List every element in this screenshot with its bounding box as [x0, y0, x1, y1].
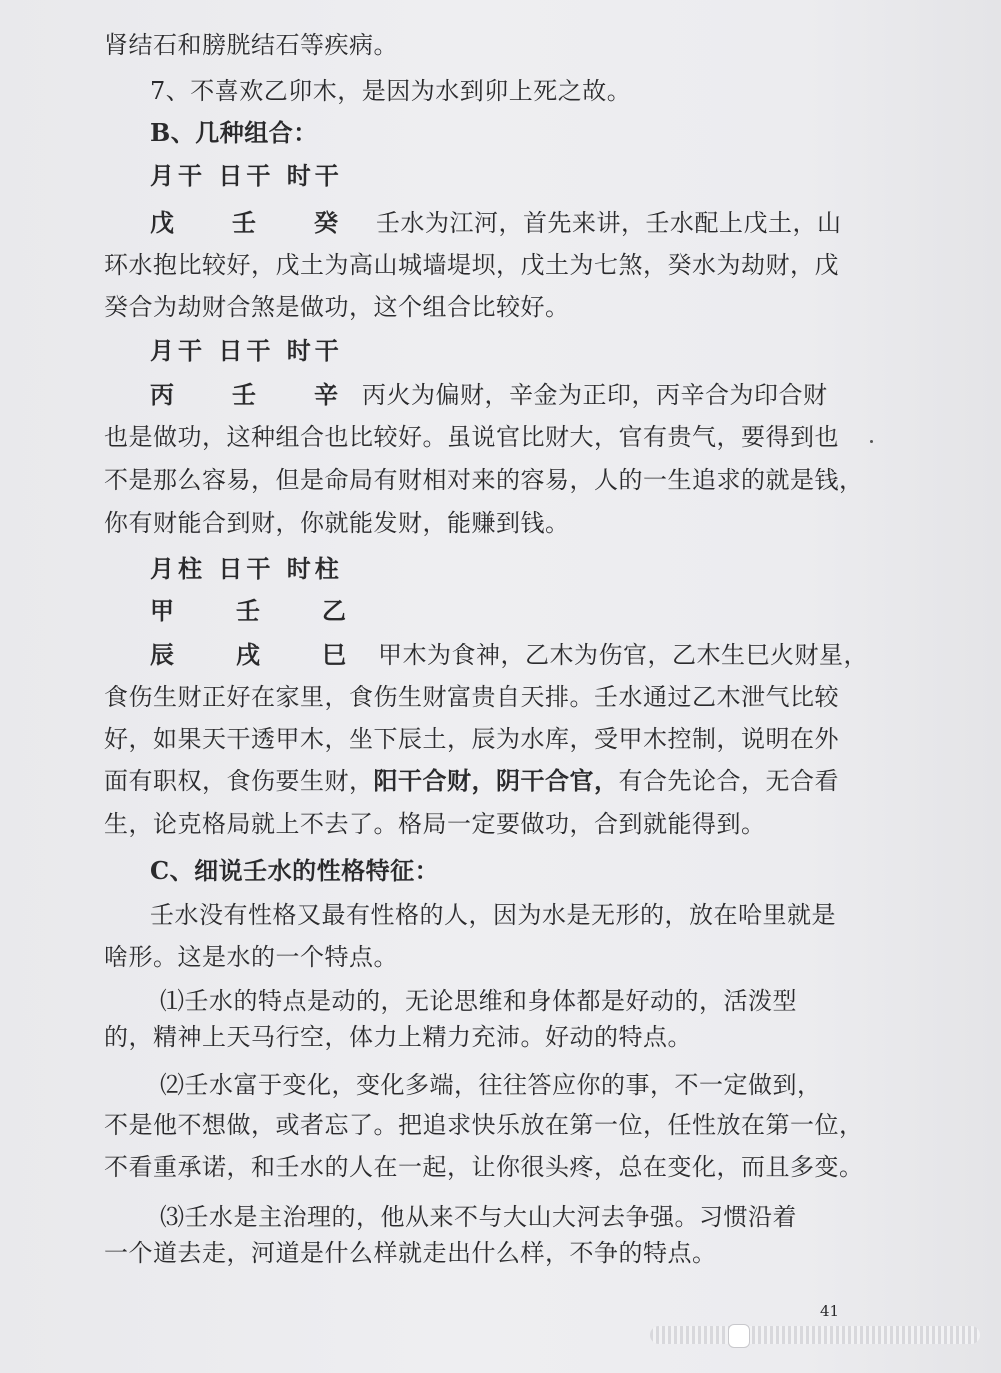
ganzhi-char: 巳: [322, 640, 347, 669]
text-line: [104, 764, 864, 798]
text-line: 食伤生财正好在家里，食伤生财富贵自天排。壬水通过乙木泄气比较: [104, 683, 839, 711]
section-heading-b: B、几种组合：: [150, 118, 318, 147]
text-run: 壬水为江河，首先来讲，壬水配上戊土，山: [376, 209, 842, 237]
text-line: 不是他不想做，或者忘了。把追求快乐放在第一位，任性放在第一位，: [104, 1111, 864, 1139]
combo-row: [150, 378, 910, 412]
text-line: 肾结石和膀胱结石等疾病。: [104, 31, 398, 59]
column-header: 月干 日干 时干: [150, 336, 343, 365]
text-run: 丙火为偏财，辛金为正印，丙辛合为印合财: [362, 381, 828, 409]
text-line: ⑵壬水富于变化，变化多端，往往答应你的事，不一定做到，: [160, 1071, 822, 1099]
text-line: ⑶壬水是主治理的，他从来不与大山大河去争强。习惯沿着: [160, 1203, 797, 1231]
text-line: 癸合为劫财合煞是做功，这个组合比较好。: [104, 293, 570, 321]
text-run: 有合先论合，无合看: [618, 767, 839, 795]
text-run: 面有职权，食伤要生财，: [104, 767, 374, 795]
ganzhi-char: 戊: [150, 208, 175, 237]
column-header: 月柱 日干 时柱: [150, 554, 343, 583]
ganzhi-char: 乙: [322, 596, 347, 625]
section-heading-c: C、细说壬水的性格特征：: [150, 856, 440, 885]
ganzhi-char: 戌: [236, 640, 261, 669]
emphasis-text: 阳干合财，阴干合官，: [373, 766, 619, 795]
page-number: 41: [820, 1302, 840, 1320]
text-line: ⑴壬水的特点是动的，无论思维和身体都是好动的，活泼型: [160, 987, 797, 1015]
ganzhi-group: [150, 206, 376, 240]
ganzhi-char: 辛: [314, 380, 339, 409]
text-line: 也是做功，这种组合也比较好。虽说官比财大，官有贵气，要得到也: [104, 423, 839, 451]
text-line: 壬水没有性格又最有性格的人，因为水是无形的，放在哈里就是: [150, 901, 836, 929]
text-line: 环水抱比较好，戊土为高山城墙堤坝，戊土为七煞，癸水为劫财，戊: [104, 251, 839, 279]
text-line: 不是那么容易，但是命局有财相对来的容易，人的一生追求的就是钱，: [104, 466, 864, 494]
text-line: 生，论克格局就上不去了。格局一定要做功，合到就能得到。: [104, 810, 766, 838]
ganzhi-char: 壬: [232, 208, 257, 237]
text-line: 的，精神上天马行空，体力上精力充沛。好动的特点。: [104, 1023, 692, 1051]
speck: [870, 440, 873, 443]
ganzhi-char: 丙: [150, 380, 175, 409]
ganzhi-group: [150, 378, 362, 412]
ganzhi-group: [150, 638, 378, 672]
text-line: 啥形。这是水的一个特点。: [104, 943, 398, 971]
combo-row: [150, 206, 910, 240]
text-line: 你有财能合到财，你就能发财，能赚到钱。: [104, 509, 570, 537]
text-line: 好，如果天干透甲木，坐下辰土，辰为水库，受甲木控制，说明在外: [104, 725, 839, 753]
ganzhi-char: 壬: [236, 596, 261, 625]
ganzhi-char: 辰: [150, 640, 175, 669]
scroll-handle[interactable]: [728, 1324, 750, 1348]
text-run: 甲木为食神，乙木为伤官，乙木生巳火财星，: [378, 641, 868, 669]
text-line: 7、不喜欢乙卯木，是因为水到卯上死之故。: [150, 77, 632, 105]
ganzhi-group: [150, 594, 408, 628]
ganzhi-char: 癸: [314, 208, 339, 237]
image-scroll-bar[interactable]: [650, 1326, 980, 1344]
column-header: 月干 日干 时干: [150, 161, 343, 190]
text-line: 一个道去走，河道是什么样就走出什么样，不争的特点。: [104, 1239, 717, 1267]
ganzhi-char: 甲: [150, 596, 175, 625]
text-line: 不看重承诺，和壬水的人在一起，让你很头疼，总在变化，而且多变。: [104, 1153, 864, 1181]
ganzhi-char: 壬: [232, 380, 257, 409]
branch-row: [150, 638, 910, 672]
stem-row: [150, 594, 910, 628]
